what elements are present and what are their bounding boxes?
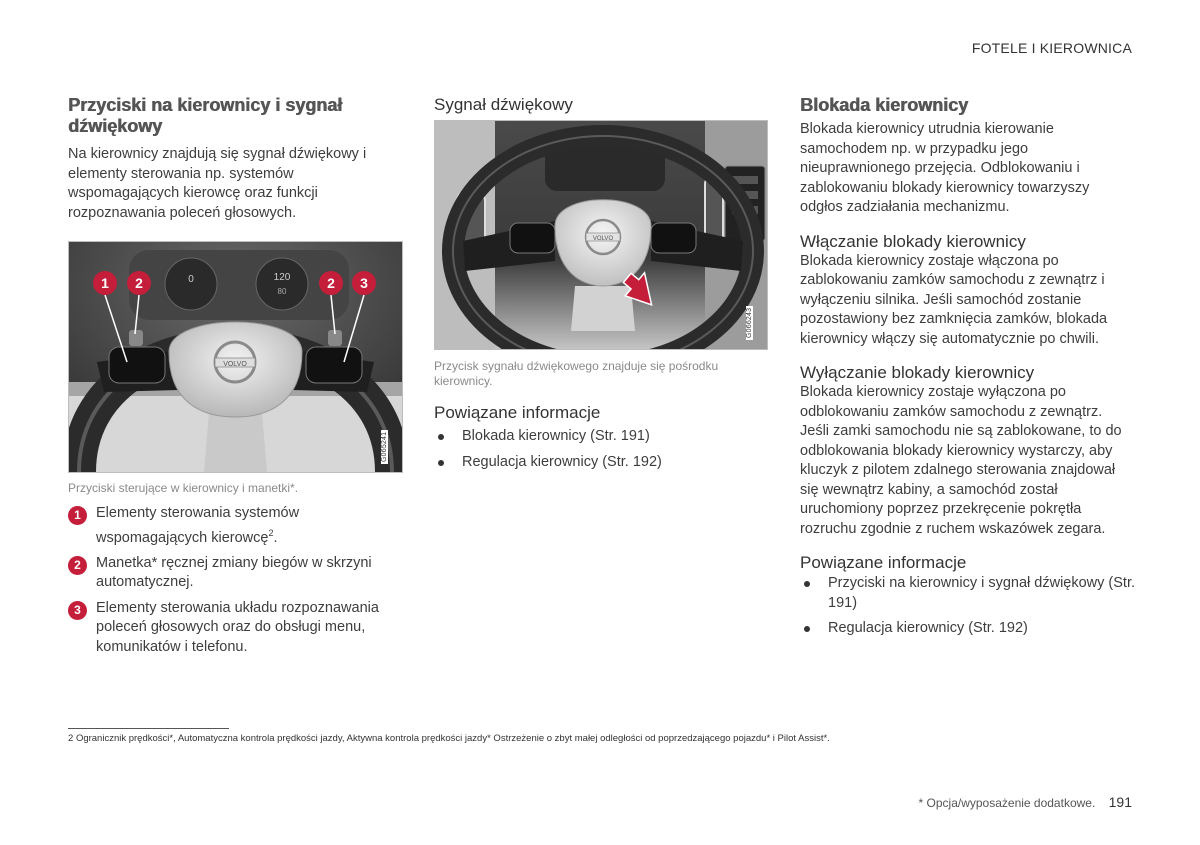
gauge-left-number: 0 <box>188 274 194 285</box>
related-info-heading-lock: Powiązane informacje <box>800 553 967 572</box>
callout-2-right-label: 2 <box>327 275 335 291</box>
figure-id-label: G065241 <box>381 431 388 462</box>
horn-figure <box>434 120 768 350</box>
number-badge-3: 3 <box>68 601 87 620</box>
number-badge-2: 2 <box>68 556 87 575</box>
figure-id-label-horn: G066243 <box>746 307 753 338</box>
footnote-text: Ogranicznik prędkości*, Automatyczna kontrola prędkości jazdy, Aktywna kontrola prędkości jazdy* Ostrzeżenie o zbyt małej odległości od poprzedzającego pojazdu* i Pilot Assist*. <box>75 733 830 744</box>
section-heading-horn: Sygnał dźwiękowy <box>434 95 573 114</box>
related-link-steering-lock[interactable]: Blokada kierownicy (Str. 191) <box>434 427 768 447</box>
optional-equipment-note: * Opcja/wyposażenie dodatkowe. <box>918 796 1096 810</box>
related-link-steering-buttons[interactable]: Przyciski na kierownicy i sygnał dźwiękowy (Str. 191) <box>800 574 1135 613</box>
gauge-right-subnumber: 80 <box>277 287 287 296</box>
numbered-item-1-text: Elementy sterowania systemów wspomagających kierowcę <box>96 505 300 546</box>
section-heading-steering-buttons: Przyciski na kierownicy i sygnał dźwiękowy <box>68 95 343 136</box>
numbered-item-1-tail: . <box>273 529 278 546</box>
numbered-list <box>68 504 403 657</box>
numbered-item-3 <box>68 599 403 658</box>
volvo-logo-text-horn: VOLVO <box>592 236 614 242</box>
column-horn <box>434 95 768 478</box>
gauge-right-number: 120 <box>273 272 291 283</box>
related-link-steering-adjust[interactable]: Regulacja kierownicy (Str. 192) <box>434 453 768 473</box>
numbered-item-1 <box>68 504 403 548</box>
intro-paragraph: Na kierownicy znajdują się sygnał dźwiękowy i elementy sterowania np. systemów wspomagających kierowcę oraz funkcji rozpoznawania poleceń głosowych. <box>68 146 367 221</box>
callout-1-label: 1 <box>101 275 109 291</box>
page-number: 191 <box>1108 794 1132 810</box>
related-info-list-horn <box>434 427 768 472</box>
column-steering-lock <box>800 95 1135 645</box>
related-link-steering-adjust-2[interactable]: Regulacja kierownicy (Str. 192) <box>800 619 1135 639</box>
figure-caption-steering-buttons: Przyciski sterujące w kierownicy i manetki*. <box>68 481 299 495</box>
footnote-mark: 2 <box>68 733 74 744</box>
steering-wheel-illustration <box>69 242 402 472</box>
subheading-lock-off: Wyłączanie blokady kierownicy <box>800 363 1035 382</box>
column-steering-buttons <box>68 95 403 663</box>
callout-2-left-label: 2 <box>135 275 143 291</box>
running-header: FOTELE I KIEROWNICA <box>971 40 1132 56</box>
lock-on-paragraph: Blokada kierownicy zostaje włączona po zablokowaniu zamków samochodu z zewnątrz i wyłączeniu silnika. Jeśli samochód zostanie pozostawiony bez zamknięcia zamków, blokada kierownicy włączy się automatycznie po chwili. <box>800 252 1108 347</box>
volvo-logo-text: VOLVO <box>223 361 247 368</box>
lock-off-paragraph: Blokada kierownicy zostaje wyłączona po odblokowaniu zamków samochodu z zewnątrz. Jeśli zamki samochodu nie są zablokowane, to do odblokowania blokady kierownicy wystarczy, aby kluczyk z pilotem zdalnego sterowania znajdował się wewnątrz kabiny, a samochód został uruchomiony poprzez przekręcenie pokrętła rozruchu zgodnie z ruchem wskazówek zegara. <box>800 384 1122 537</box>
footnote-divider <box>68 728 229 729</box>
callout-3-label: 3 <box>360 275 368 291</box>
steering-wheel-buttons-figure <box>68 241 403 473</box>
subheading-lock-on: Włączanie blokady kierownicy <box>800 231 1026 251</box>
related-info-list-lock <box>800 574 1135 639</box>
footnote-ref-2: 2 <box>268 527 274 538</box>
figure-caption-horn: Przycisk sygnału dźwiękowego znajduje się pośrodku kierownicy. <box>434 359 719 388</box>
numbered-item-2 <box>68 554 403 593</box>
related-info-heading-horn: Powiązane informacje <box>434 403 601 422</box>
page-footer <box>919 794 1132 810</box>
number-badge-1: 1 <box>68 506 87 525</box>
horn-illustration <box>435 121 767 349</box>
section-heading-steering-lock: Blokada kierownicy <box>800 95 969 115</box>
numbered-item-2-text: Manetka* ręcznej zmiany biegów w skrzyni automatycznej. <box>96 554 372 591</box>
steering-lock-intro: Blokada kierownicy utrudnia kierowanie samochodem np. w przypadku jego nieuprawnionego przejęcia. Odblokowaniu i zablokowaniu blokady kierownicy towarzyszy odgłos zadziałania mechanizmu. <box>800 121 1090 215</box>
footnote <box>68 733 1138 745</box>
numbered-item-3-text: Elementy sterowania układu rozpoznawania poleceń głosowych oraz do obsługi menu, komunikatów i telefonu. <box>96 599 379 655</box>
